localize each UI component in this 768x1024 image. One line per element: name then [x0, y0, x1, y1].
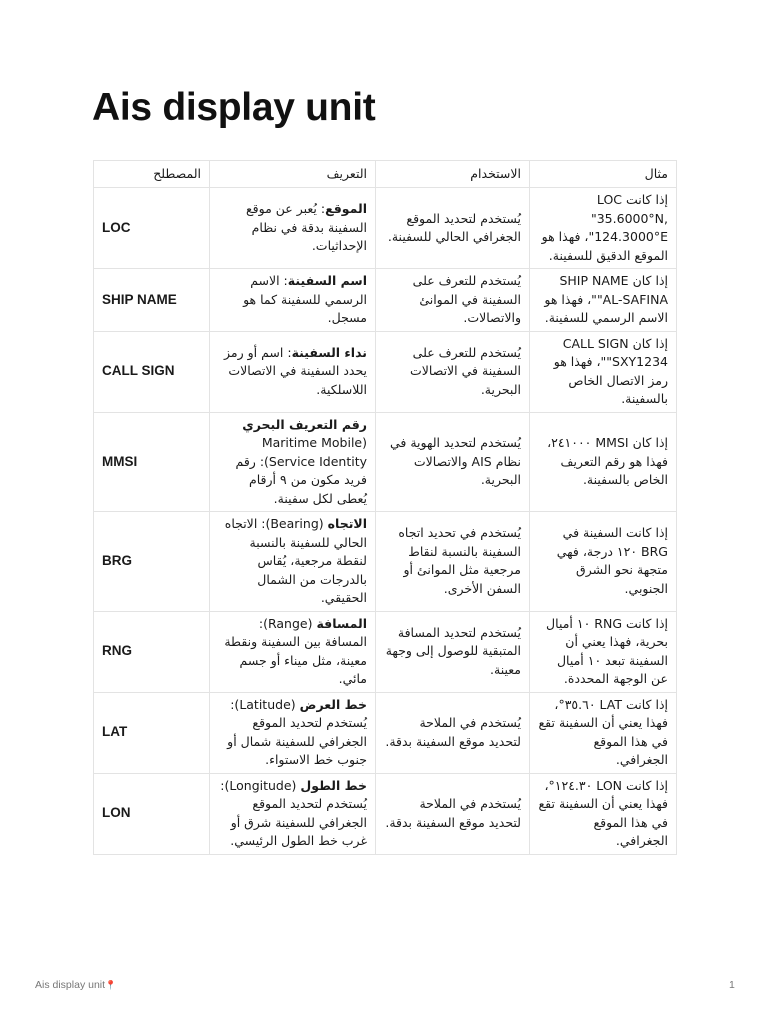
table-row — [94, 331, 677, 412]
definition-lead: خط العرض — [299, 696, 367, 712]
usage-cell: يُستخدم للتعرف على السفينة في الموانئ والاتصالات. — [376, 269, 530, 332]
term-cell: LAT — [94, 692, 210, 773]
table-row — [94, 412, 677, 512]
example-cell: إذا كانت LAT ٣٥.٦٠°، فهذا يعني أن السفينة تقع في هذا الموقع الجغرافي. — [530, 692, 677, 773]
example-cell: إذا كانت LON ١٢٤.٣٠°، فهذا يعني أن السفينة تقع في هذا الموقع الجغرافي. — [530, 773, 677, 854]
example-cell: إذا كانت RNG ١٠ أميال بحرية، فهذا يعني أن السفينة تبعد ١٠ أميال عن الوجهة المحددة. — [530, 611, 677, 692]
definition-lead: الموقع — [325, 201, 367, 217]
table-row — [94, 773, 677, 854]
page-number: 1 — [729, 979, 735, 991]
example-cell: إذا كان MMSI ٢٤١٠٠٠، فهذا هو رقم التعريف الخاص بالسفينة. — [530, 412, 677, 512]
table-header-row — [94, 161, 677, 188]
page-footer — [35, 979, 116, 991]
table-row — [94, 692, 677, 773]
term-cell: LOC — [94, 188, 210, 269]
example-cell: إذا كانت LOC "35.6000°N, 124.3000°E"، فهذا هو الموقع الدقيق للسفينة. — [530, 188, 677, 269]
usage-cell: يُستخدم في الملاحة لتحديد موقع السفينة بدقة. — [376, 773, 530, 854]
definition-lead: الاتجاه — [327, 516, 367, 531]
definition-cell — [210, 692, 376, 773]
header-example: مثال — [530, 161, 677, 188]
term-cell: RNG — [94, 611, 210, 692]
definition-text: (Maritime Mobile Service Identity): رقم فريد مكون من ٩ أرقام يُعطى لكل سفينة. — [235, 435, 367, 506]
example-cell: إذا كان CALL SIGN "SXY1234"، فهذا هو رمز الاتصال الخاص بالسفينة. — [530, 331, 677, 412]
definition-text: (Longitude): يُستخدم لتحديد الموقع الجغرافي للسفينة شرق أو غرب خط الطول الرئيسي. — [220, 777, 367, 848]
definition-lead: رقم التعريف البحري — [242, 416, 367, 432]
table-row — [94, 611, 677, 692]
header-definition: التعريف — [210, 161, 376, 188]
definition-text: (Range): المسافة بين السفينة ونقطة معينة، مثل ميناء أو جسم مائي. — [224, 615, 367, 686]
definition-text: : اسم أو رمز يحدد السفينة في الاتصالات اللاسلكية. — [224, 344, 367, 397]
usage-cell: يُستخدم لتحديد المسافة المتبقية للوصول إلى وجهة معينة. — [376, 611, 530, 692]
definition-cell — [210, 331, 376, 412]
usage-cell: يُستخدم في تحديد اتجاه السفينة بالنسبة لنقاط مرجعية مثل الموانئ أو السفن الأخرى. — [376, 512, 530, 612]
definition-cell — [210, 512, 376, 612]
definition-text: : يُعبر عن موقع السفينة بدقة في نظام الإحداثيات. — [246, 201, 367, 254]
document-title: Ais display unit — [92, 86, 376, 129]
definition-lead: نداء السفينة — [291, 344, 367, 360]
definition-lead: المسافة — [316, 615, 367, 631]
header-usage: الاستخدام — [376, 161, 530, 188]
term-cell: BRG — [94, 512, 210, 612]
definition-cell — [210, 269, 376, 332]
definition-text: (Bearing): الاتجاه الحالي للسفينة بالنسبة لنقطة مرجعية، يُقاس بالدرجات من الشمال الحقيقي. — [224, 516, 367, 605]
example-cell: إذا كان SHIP NAME "AL-SAFINA"، فهذا هو الاسم الرسمي للسفينة. — [530, 269, 677, 332]
definition-cell — [210, 611, 376, 692]
definition-lead: اسم السفينة — [287, 273, 367, 288]
usage-cell: يُستخدم للتعرف على السفينة في الاتصالات البحرية. — [376, 331, 530, 412]
usage-cell: يُستخدم في الملاحة لتحديد موقع السفينة بدقة. — [376, 692, 530, 773]
header-term: المصطلح — [94, 161, 210, 188]
term-cell: CALL SIGN — [94, 331, 210, 412]
table-row — [94, 188, 677, 269]
definition-cell — [210, 412, 376, 512]
term-cell: LON — [94, 773, 210, 854]
terms-table — [93, 160, 677, 855]
definition-lead: خط الطول — [300, 777, 367, 793]
table-row — [94, 512, 677, 612]
usage-cell: يُستخدم لتحديد الموقع الجغرافي الحالي للسفينة. — [376, 188, 530, 269]
pin-icon: 📍 — [105, 980, 117, 990]
footer-title: Ais display unit — [35, 979, 106, 991]
table-row — [94, 269, 677, 332]
definition-text: (Latitude): يُستخدم لتحديد الموقع الجغرافي للسفينة شمال أو جنوب خط الاستواء. — [227, 696, 367, 767]
definition-text: : الاسم الرسمي للسفينة كما هو مسجل. — [243, 273, 367, 325]
usage-cell: يُستخدم لتحديد الهوية في نظام AIS والاتصالات البحرية. — [376, 412, 530, 512]
term-cell: SHIP NAME — [94, 269, 210, 332]
definition-cell — [210, 773, 376, 854]
term-cell: MMSI — [94, 412, 210, 512]
example-cell: إذا كانت السفينة في BRG ١٢٠ درجة، فهي متجهة نحو الشرق الجنوبي. — [530, 512, 677, 612]
definition-cell — [210, 188, 376, 269]
